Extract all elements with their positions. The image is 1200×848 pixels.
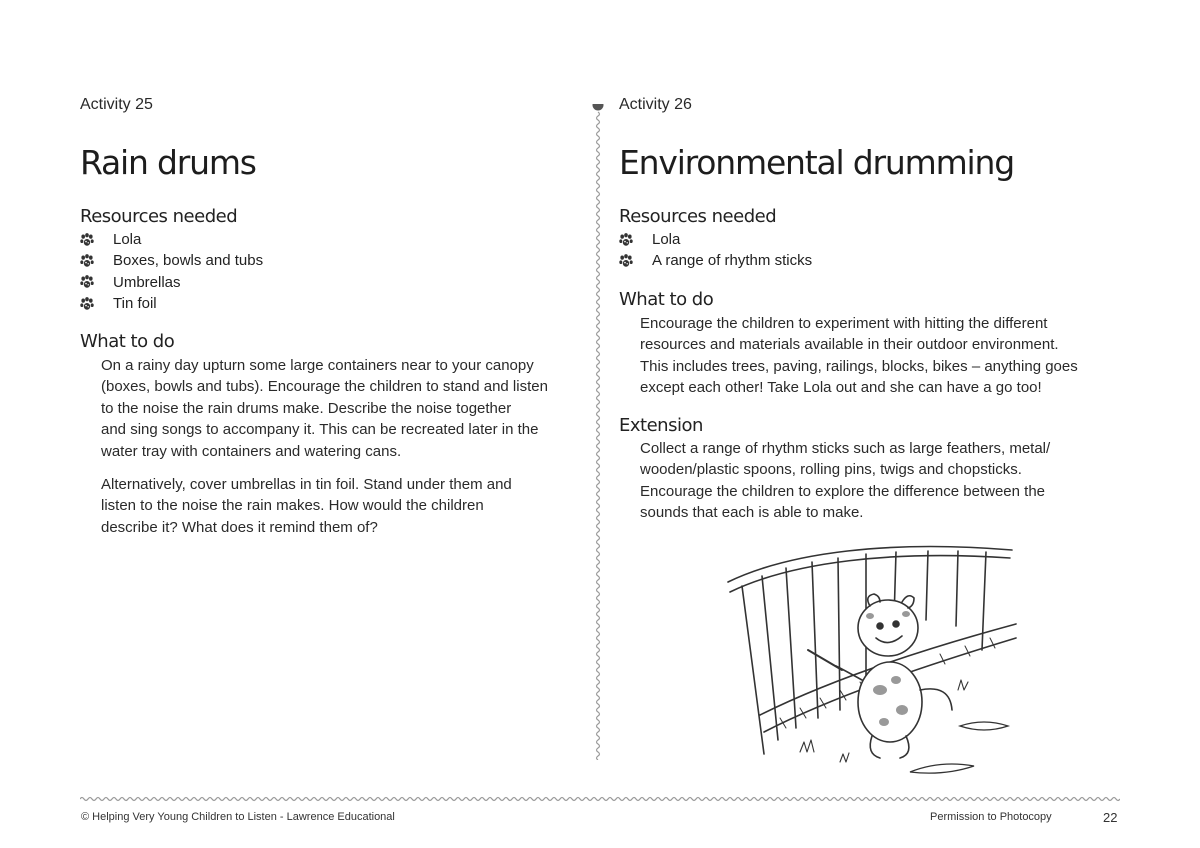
paw-print-icon [80,275,94,289]
alternative-paragraph: Alternatively, cover umbrellas in tin foil. Stand under them and listen to the noise the rain makes. How would the children describe it? What does it remind them of? [101,476,512,536]
page-number: 22 [1103,810,1118,825]
wavy-divider-line [597,112,600,760]
paw-print-icon [80,297,94,311]
resources-heading: Resources needed [619,206,777,227]
list-item: Lola [80,229,263,250]
list-item: Tin foil [80,293,263,314]
footer-wavy-rule [80,795,1120,803]
paw-print-icon [619,254,633,268]
what-to-do-heading: What to do [80,331,175,352]
resources-heading: Resources needed [80,206,238,227]
list-item: Boxes, bowls and tubs [80,250,263,271]
list-item: Lola [619,229,812,250]
activity-title: Environmental drumming [619,143,1014,182]
what-to-do-heading: What to do [619,289,714,310]
list-item: A range of rhythm sticks [619,250,812,271]
column-divider [592,104,604,760]
instructions-paragraph: On a rainy day upturn some large containers near to your canopy (boxes, bowls and tubs). Encourage the children to stand and listen to the noise the rain drums make. Describe the noise together and sing songs to accompany it. This can be recreated later in the water tray with containers and watering cans. [101,357,548,460]
activity-title: Rain drums [80,143,256,182]
paw-print-icon [619,233,633,247]
instructions-paragraph: Encourage the children to experiment with hitting the different resources and materials available in their outdoor environment. This includes trees, paving, railings, blocks, bikes – anything goes except each other! Take Lola out and she can have a go too! [640,315,1078,397]
resources-list [619,229,812,272]
paw-print-icon [80,254,94,268]
copyright-text: © Helping Very Young Children to Listen - Lawrence Educational [81,811,395,823]
extension-paragraph: Collect a range of rhythm sticks such as large feathers, metal/ wooden/plastic spoons, rolling pins, twigs and chopsticks. Encourage the children to explore the difference between the sounds that each is able to make. [640,440,1051,522]
extension-heading: Extension [619,415,703,436]
activity-number: Activity 26 [619,96,692,113]
paw-print-icon [80,233,94,247]
list-item: Umbrellas [80,272,263,293]
divider-dot [593,104,604,111]
resources-list [80,229,263,314]
leopard-cub-drumming-illustration [720,540,1020,780]
activity-number: Activity 25 [80,96,153,113]
permission-text: Permission to Photocopy [930,811,1052,823]
